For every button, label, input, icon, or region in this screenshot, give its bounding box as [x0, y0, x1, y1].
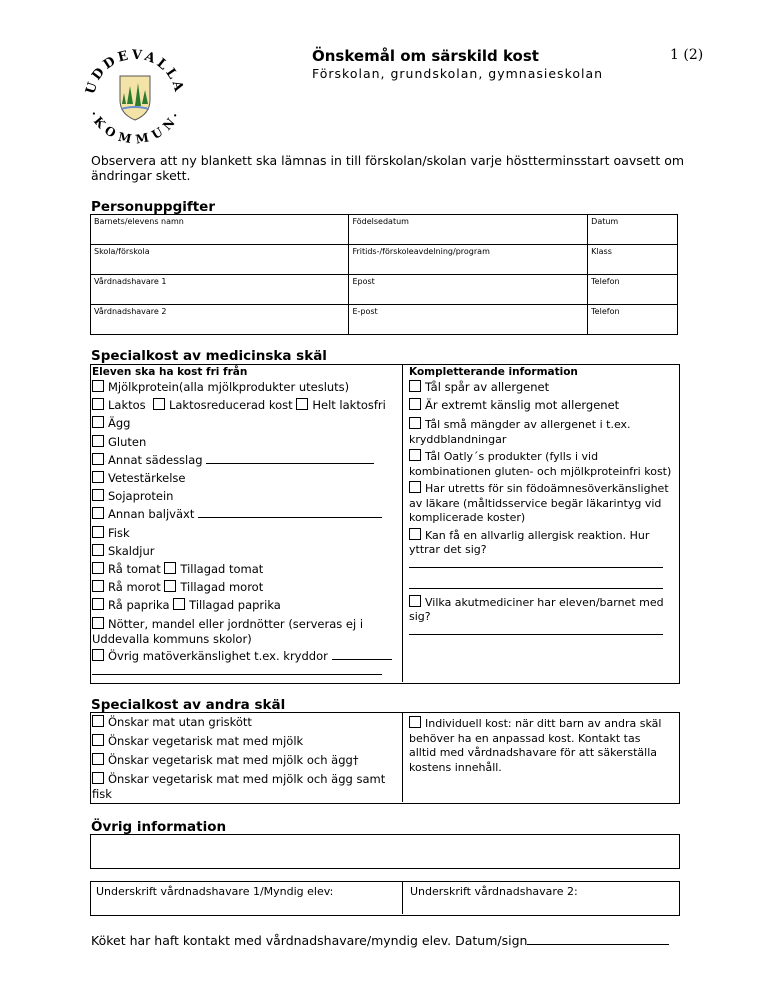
checkbox-lactose-free[interactable] — [296, 398, 308, 410]
checkbox-lactose-reduced[interactable] — [153, 398, 165, 410]
checkbox-fish[interactable] — [92, 526, 104, 538]
form-subtitle: Förskolan, grundskolan, gymnasieskolan — [312, 66, 604, 81]
field-email-2[interactable]: E-post — [349, 305, 588, 335]
left-column-heading: Eleven ska ha kost fri från — [92, 366, 248, 378]
svg-text:·KOMMUN·: ·KOMMUN· — [86, 108, 184, 147]
heading-medical: Specialkost av medicinska skäl — [91, 348, 327, 364]
heading-personal: Personuppgifter — [91, 199, 215, 215]
checkbox-veg-milk[interactable] — [92, 734, 104, 746]
checkbox-cooked-pepper[interactable] — [173, 598, 185, 610]
field-department[interactable]: Fritids-/förskoleavdelning/program — [349, 245, 588, 275]
checkbox-raw-pepper[interactable] — [92, 598, 104, 610]
checkbox-shellfish[interactable] — [92, 544, 104, 556]
date-sign-line[interactable] — [527, 944, 669, 945]
severe-reaction-line-1[interactable] — [409, 558, 663, 568]
signature-guardian-1[interactable]: Underskrift vårdnadshavare 1/Myndig elev: — [96, 885, 334, 898]
svg-text:UDDEVALLA: UDDEVALLA — [83, 47, 187, 96]
checkbox-wheat-starch[interactable] — [92, 471, 104, 483]
checkbox-small-amounts[interactable] — [409, 417, 421, 429]
checkbox-egg[interactable] — [92, 416, 104, 428]
other-legume-line[interactable] — [198, 517, 382, 518]
field-email-1[interactable]: Epost — [349, 275, 588, 305]
medical-left-column: Eleven ska ha kost fri från Mjölkprotein(alla mjölkprodukter utesluts) Laktos Laktosreducerad kost Helt laktosfri Ägg Gluten Annat sädesslag Vetestärkelse Sojaprotein Annan baljväxt Fisk Skaldjur Rå tomat Tillagad tomat Rå morot Tillagad morot Rå paprika Tillagad paprika Nötter, mandel eller jordnötter (serveras ej i Uddevalla kommuns skolor) Övrig matöverkänslighet t.ex. kryddor — [92, 366, 398, 675]
signature-guardian-2[interactable]: Underskrift vårdnadshavare 2: — [410, 885, 578, 898]
kitchen-contact-statement: Köket har haft kontakt med vårdnadshavare/myndig elev. Datum/sign — [91, 933, 669, 948]
field-phone-1[interactable]: Telefon — [588, 275, 678, 305]
checkbox-extremely-sensitive[interactable] — [409, 398, 421, 410]
checkbox-raw-tomato[interactable] — [92, 562, 104, 574]
checkbox-oatly[interactable] — [409, 449, 421, 461]
other-info-field[interactable] — [90, 834, 680, 869]
checkbox-investigated[interactable] — [409, 481, 421, 493]
field-phone-2[interactable]: Telefon — [588, 305, 678, 335]
field-guardian-1[interactable]: Vårdnadshavare 1 — [91, 275, 349, 305]
checkbox-gluten[interactable] — [92, 435, 104, 447]
field-class[interactable]: Klass — [588, 245, 678, 275]
checkbox-no-pork[interactable] — [92, 715, 104, 727]
checkbox-individual-diet[interactable] — [409, 716, 421, 728]
field-school[interactable]: Skola/förskola — [91, 245, 349, 275]
page-number: 1 (2) — [670, 47, 704, 63]
checkbox-veg-milk-egg-fish[interactable] — [92, 772, 104, 784]
medical-right-column: Kompletterande information Tål spår av allergenet Är extremt känslig mot allergenet Tål små mängder av allergenet i t.ex. kryddblandningar Tål Oatly´s produkter (fylls i vid kombinationen gluten- och mjölkproteinfri kost) Har utretts för sin födoämnesöverkänslighet av läkare (måltidsservice begär läkarintyg vid komplicerade koster) Kan få en allvarlig allergisk reaktion. Hur yttrar det sig? Vilka akutmediciner har eleven/barnet med sig? — [409, 366, 673, 635]
checkbox-other-allergy[interactable] — [92, 649, 104, 661]
checkbox-lactose[interactable] — [92, 398, 104, 410]
intro-text: Observera att ny blankett ska lämnas in till förskolan/skolan varje höstterminsstart oavsett om ändringar skett. — [91, 153, 685, 183]
other-reasons-right: Individuell kost: när ditt barn av andra skäl behöver ha en anpassad kost. Kontakt tas alltid med vårdnadshavare för att säkerställa kostens innehåll. — [409, 717, 662, 774]
field-birth-date[interactable]: Födelsedatum — [349, 215, 588, 245]
checkbox-severe-reaction[interactable] — [409, 528, 421, 540]
other-allergy-line-2[interactable] — [92, 665, 382, 675]
checkbox-emergency-medication[interactable] — [409, 595, 421, 607]
checkbox-raw-carrot[interactable] — [92, 580, 104, 592]
checkbox-veg-milk-egg[interactable] — [92, 753, 104, 765]
heading-other-info: Övrig information — [91, 819, 227, 835]
field-guardian-2[interactable]: Vårdnadshavare 2 — [91, 305, 349, 335]
checkbox-soy-protein[interactable] — [92, 489, 104, 501]
field-child-name[interactable]: Barnets/elevens namn — [91, 215, 349, 245]
other-reasons-left: Önskar mat utan griskött Önskar vegetarisk mat med mjölk Önskar vegetarisk mat med mjölk och ägg† Önskar vegetarisk mat med mjölk och ägg samt fisk — [92, 715, 386, 801]
form-title: Önskemål om särskild kost — [312, 47, 539, 65]
checkbox-other-grain[interactable] — [92, 453, 104, 465]
checkbox-tolerates-traces[interactable] — [409, 380, 421, 392]
municipality-logo — [80, 38, 190, 148]
checkbox-cooked-carrot[interactable] — [164, 580, 176, 592]
right-column-heading: Kompletterande information — [409, 366, 578, 378]
heading-other-reasons: Specialkost av andra skäl — [91, 697, 286, 713]
other-grain-line[interactable] — [206, 463, 374, 464]
severe-reaction-line-2[interactable] — [409, 568, 663, 589]
personal-info-table — [90, 214, 678, 335]
checkbox-other-legume[interactable] — [92, 507, 104, 519]
checkbox-cooked-tomato[interactable] — [164, 562, 176, 574]
emergency-medication-line[interactable] — [409, 625, 663, 635]
checkbox-nuts[interactable] — [92, 617, 104, 629]
other-allergy-line[interactable] — [332, 659, 392, 660]
field-date[interactable]: Datum — [588, 215, 678, 245]
checkbox-milk-protein[interactable] — [92, 380, 104, 392]
